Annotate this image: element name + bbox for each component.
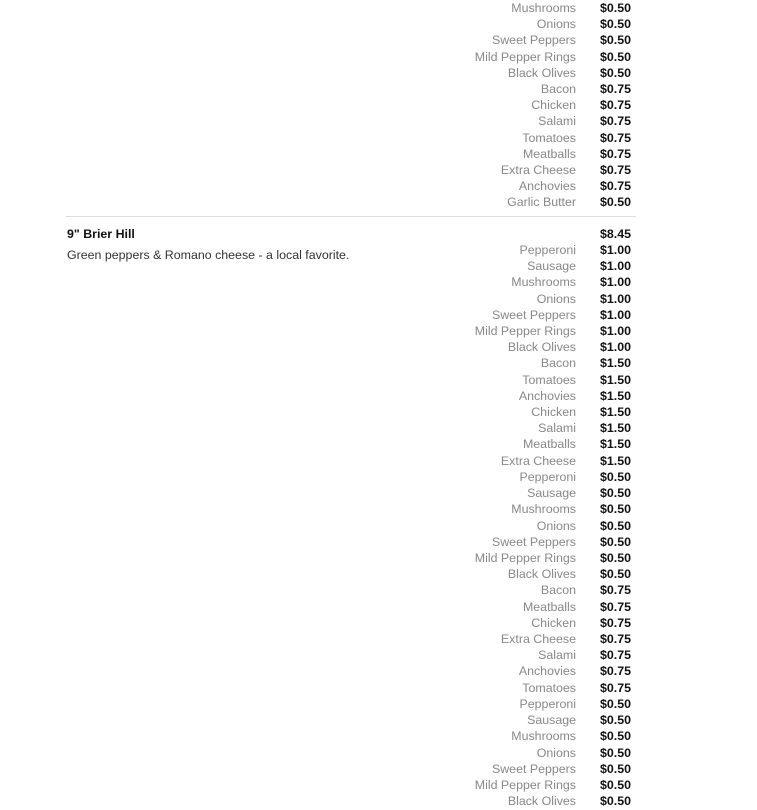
topping-name: Anchovies [518,388,576,403]
topping-row [0,631,757,647]
topping-name: Sweet Peppers [491,307,576,322]
topping-row [0,32,757,48]
topping-price: $1.00 [600,307,632,322]
topping-name: Chicken [531,615,576,630]
topping-price: $1.00 [600,324,632,338]
topping-name: Salami [538,648,576,663]
topping-row [0,534,757,550]
topping-name: Bacon [540,82,576,96]
topping-row [0,194,757,210]
topping-name: Salami [538,114,576,129]
topping-name: Onions [536,518,576,533]
topping-price: $0.50 [600,697,632,711]
topping-price: $1.50 [600,405,632,419]
topping-row [0,355,757,371]
topping-name: Onions [536,17,576,32]
topping-name: Mushrooms [511,275,576,290]
topping-price: $0.75 [600,599,632,614]
topping-name: Mushrooms [511,729,576,744]
topping-price: $0.75 [600,163,632,177]
topping-name: Bacon [540,356,576,371]
topping-name: Extra Cheese [500,453,576,468]
topping-row [0,485,757,501]
topping-name: Meatballs [522,146,576,161]
topping-name: Chicken [531,405,576,419]
topping-price: $0.75 [600,680,632,695]
topping-price: $0.50 [600,470,632,484]
topping-price: $0.50 [600,33,632,48]
topping-price: $0.75 [600,632,632,646]
topping-row [0,436,757,452]
topping-row [0,680,757,696]
topping-row [0,599,757,615]
topping-name: Extra Cheese [500,163,576,177]
topping-name: Onions [536,291,576,306]
topping-row [0,113,757,129]
topping-price: $1.00 [600,291,632,306]
topping-name: Tomatoes [522,372,576,387]
topping-price: $0.75 [600,615,632,630]
topping-price: $0.50 [600,778,632,792]
topping-row [0,307,757,323]
topping-name: Black Olives [507,567,576,582]
topping-name: Black Olives [507,794,576,809]
topping-row [0,420,757,436]
topping-name: Black Olives [507,340,576,355]
topping-price: $0.75 [600,98,632,113]
topping-price: $0.50 [600,713,632,728]
topping-price: $0.50 [600,551,632,565]
topping-name: Meatballs [522,437,576,452]
topping-row [0,647,757,663]
topping-row [0,339,757,355]
topping-name: Anchovies [518,664,576,679]
topping-price: $1.50 [600,356,632,371]
topping-name: Pepperoni [519,697,576,711]
topping-row [0,745,757,761]
topping-price: $0.50 [600,49,632,64]
topping-row [0,501,757,517]
topping-row [0,81,757,97]
topping-row [0,323,757,339]
topping-name: Mild Pepper Rings [474,324,576,338]
topping-row [0,404,757,420]
topping-name: Black Olives [507,65,576,80]
topping-name: Onions [536,745,576,760]
topping-price: $0.50 [600,502,632,517]
topping-row [0,97,757,113]
topping-name: Mild Pepper Rings [474,49,576,64]
topping-row [0,663,757,679]
topping-price: $1.00 [600,275,632,290]
item-title: 9" Brier Hill [67,227,135,241]
topping-name: Sweet Peppers [491,761,576,776]
topping-price: $0.75 [600,179,632,194]
topping-row [0,469,757,485]
topping-price: $0.50 [600,729,632,744]
topping-price: $0.75 [600,583,632,598]
topping-name: Sausage [527,486,576,501]
topping-name: Sweet Peppers [491,33,576,48]
topping-name: Sausage [527,713,576,728]
topping-row [0,258,757,274]
topping-price: $0.75 [600,648,632,663]
topping-price: $0.50 [600,761,632,776]
topping-price: $1.00 [600,259,632,274]
topping-price: $0.50 [600,534,632,549]
topping-row [0,274,757,290]
topping-name: Sweet Peppers [491,534,576,549]
item-price: $8.45 [600,227,632,241]
topping-row [0,761,757,777]
topping-row [0,550,757,566]
topping-price: $0.50 [600,65,632,80]
topping-name: Salami [538,421,576,436]
topping-price: $0.50 [600,1,632,15]
topping-name: Mild Pepper Rings [474,778,576,792]
topping-row [0,146,757,162]
topping-name: Garlic Butter [507,195,576,210]
item-description: Green peppers & Romano cheese - a local favorite. [67,248,350,262]
topping-row [0,49,757,65]
topping-name: Pepperoni [519,243,576,257]
topping-price: $0.75 [600,146,632,161]
topping-name: Extra Cheese [500,632,576,646]
topping-name: Pepperoni [519,470,576,484]
topping-row [0,453,757,469]
topping-row [0,518,757,534]
topping-name: Sausage [527,259,576,274]
topping-price: $0.50 [600,745,632,760]
topping-price: $1.50 [600,421,632,436]
topping-price: $1.50 [600,453,632,468]
topping-row [0,696,757,712]
topping-name: Mild Pepper Rings [474,551,576,565]
topping-row [0,615,757,631]
topping-row [0,712,757,728]
topping-name: Bacon [540,583,576,598]
topping-name: Anchovies [518,179,576,194]
topping-row [0,291,757,307]
topping-price: $1.00 [600,243,632,257]
topping-name: Tomatoes [522,130,576,145]
topping-row [0,372,757,388]
topping-row [0,65,757,81]
topping-row [0,16,757,32]
topping-price: $0.50 [600,567,632,582]
topping-row [0,728,757,744]
topping-price: $0.75 [600,114,632,129]
topping-row [0,130,757,146]
topping-row [0,178,757,194]
topping-row [0,162,757,178]
topping-price: $0.75 [600,130,632,145]
topping-price: $0.50 [600,486,632,501]
topping-name: Tomatoes [522,680,576,695]
topping-name: Chicken [531,98,576,113]
topping-price: $1.50 [600,437,632,452]
topping-price: $1.00 [600,340,632,355]
topping-price: $0.50 [600,195,632,210]
topping-name: Mushrooms [511,1,576,15]
topping-price: $0.50 [600,17,632,32]
topping-price: $0.50 [600,518,632,533]
topping-row [0,777,757,793]
topping-row [0,582,757,598]
topping-price: $0.50 [600,794,632,809]
topping-price: $1.50 [600,388,632,403]
topping-row [0,388,757,404]
topping-name: Meatballs [522,599,576,614]
topping-price: $1.50 [600,372,632,387]
topping-row [0,0,757,16]
topping-row [0,242,757,258]
topping-name: Mushrooms [511,502,576,517]
topping-row [0,566,757,582]
topping-price: $0.75 [600,664,632,679]
topping-price: $0.75 [600,82,632,96]
topping-row [0,793,757,809]
menu-divider [66,216,636,217]
